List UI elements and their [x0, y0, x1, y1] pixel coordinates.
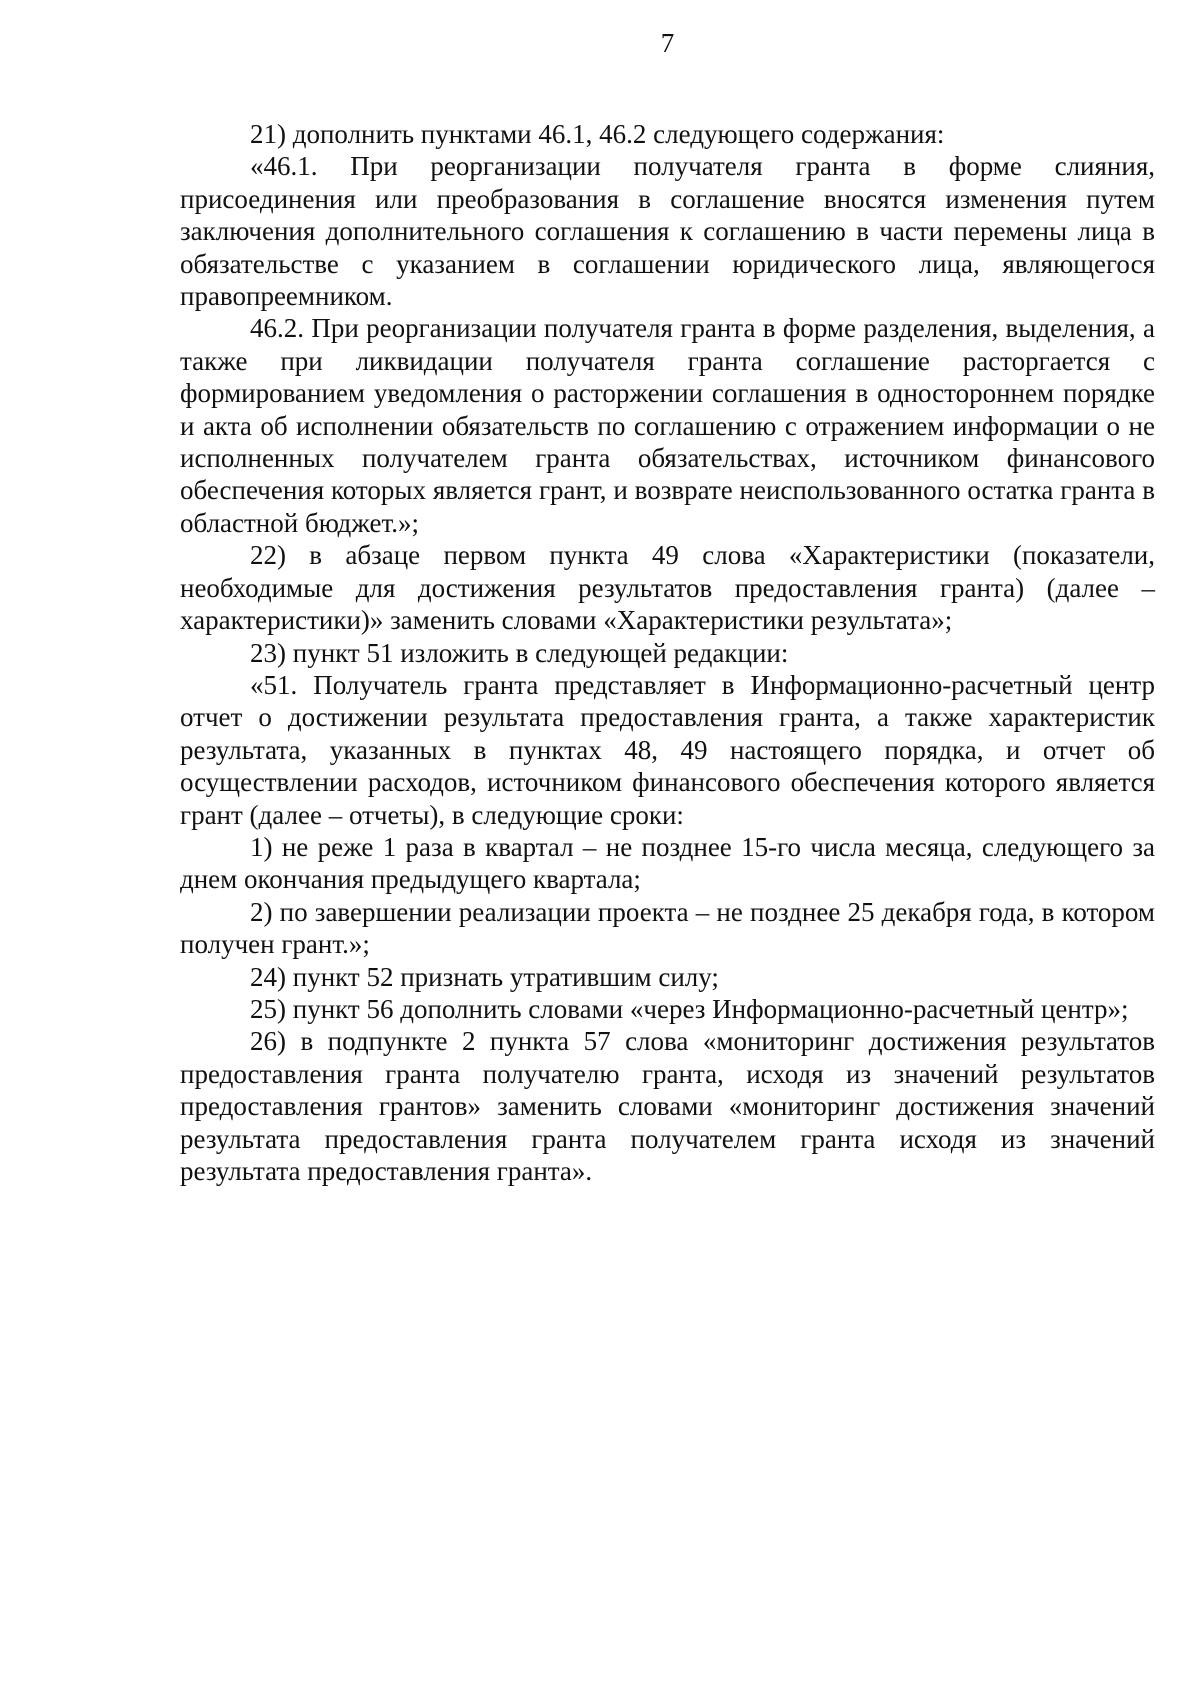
paragraph-item-21: 21) дополнить пунктами 46.1, 46.2 следующего содержания:	[250, 119, 945, 149]
paragraph-item-26: 26) в подпункте 2 пункта 57 слова «мониторинг достижения результатов предоставления гранта получателю гранта, исходя из значений результатов предоставления грантов» заменить словами «мониторинг достижения значений результата предоставления гранта получателем гранта исходя из значений результата предоставления гранта».	[180, 1026, 1155, 1186]
paragraph-subpoint-1: 1) не реже 1 раза в квартал – не позднее 15-го числа месяца, следующего за днем окончания предыдущего квартала;	[180, 831, 1155, 895]
paragraph-item-23: 23) пункт 51 изложить в следующей редакции:	[250, 637, 789, 668]
paragraph-item-25: 25) пункт 56 дополнить словами «через Информационно-расчетный центр»;	[250, 993, 1129, 1024]
paragraph-item-24: 24) пункт 52 признать утратившим силу;	[250, 961, 719, 992]
paragraph-subpoint-2: 2) по завершении реализации проекта – не позднее 25 декабря года, в котором получен грант.»;	[180, 896, 1155, 960]
paragraph-item-22: 22) в абзаце первом пункта 49 слова «Характеристики (показатели, необходимые для достижения результатов предоставления гранта) (далее – характеристики)» заменить словами «Характеристики результата»;	[180, 540, 1155, 636]
document-body	[180, 118, 1155, 1187]
paragraph-point-46-2: 46.2. При реорганизации получателя гранта в форме разделения, выделения, а также при ликвидации получателя гранта соглашение расторгается с формированием уведомления о расторжении соглашения в одностороннем порядке и акта об исполнении обязательств по соглашению с отражением информации о не исполненных получателем гранта обязательствах, источником финансового обеспечения которых является грант, и возврате неиспользованного остатка гранта в областной бюджет.»;	[180, 313, 1155, 538]
paragraph-point-46-1: «46.1. При реорганизации получателя гранта в форме слияния, присоединения или преобразования в соглашение вносятся изменения путем заключения дополнительного соглашения к соглашению в части перемены лица в обязательстве с указанием в соглашении юридического лица, являющегося правопреемником.	[180, 151, 1155, 312]
page-number: 7	[660, 28, 675, 58]
paragraph-point-51: «51. Получатель гранта представляет в Информационно-расчетный центр отчет о достижении результата предоставления гранта, а также характеристик результата, указанных в пунктах 48, 49 настоящего порядка, и отчет об осуществлении расходов, источником финансового обеспечения которого является грант (далее – отчеты), в следующие сроки:	[180, 669, 1155, 830]
